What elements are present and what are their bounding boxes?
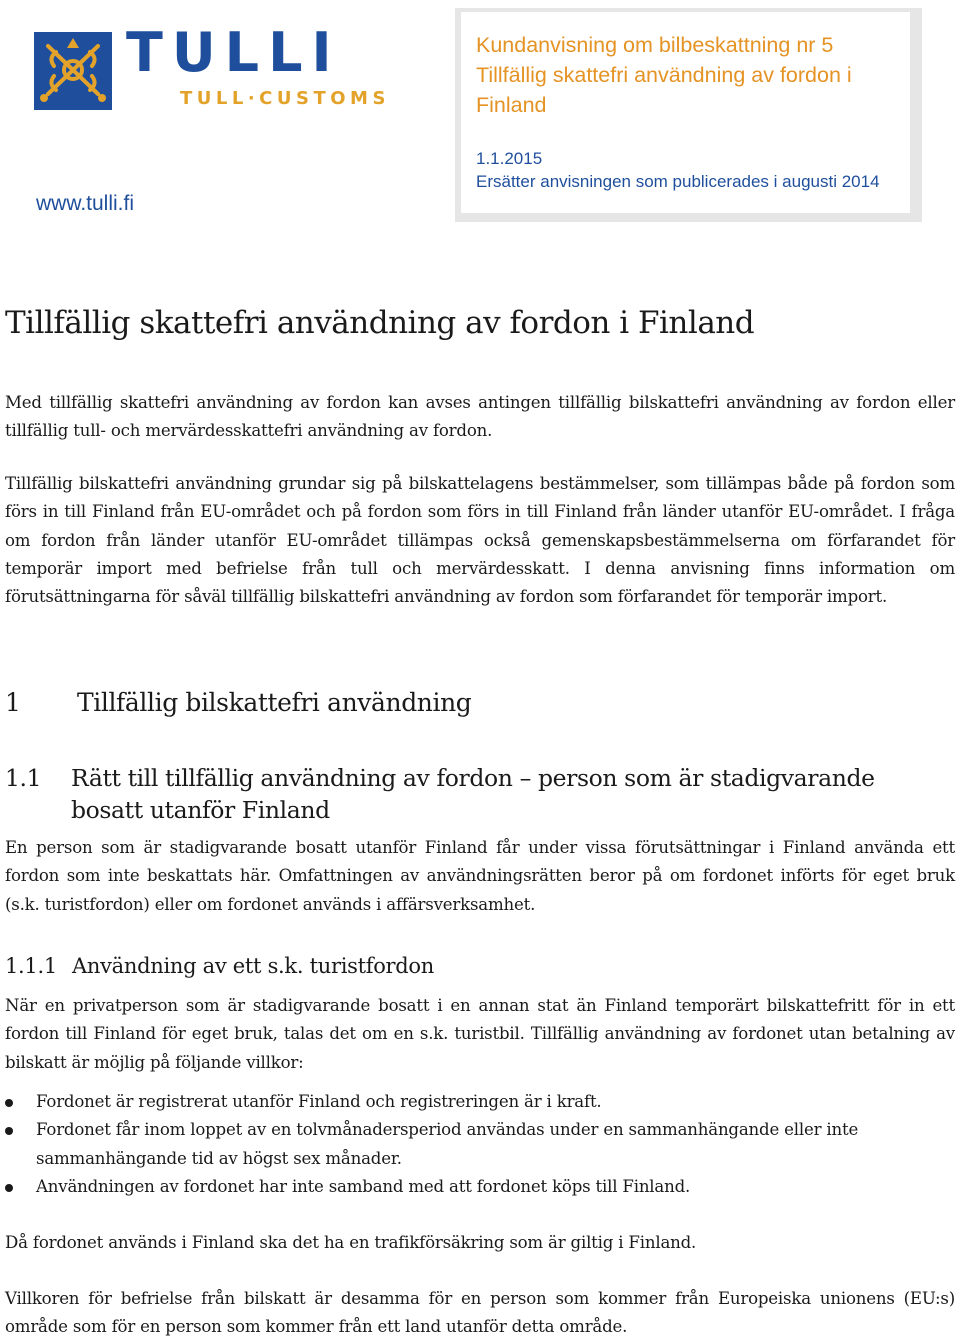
section-1-heading	[5, 688, 471, 717]
bullet-icon	[5, 1184, 13, 1192]
notice-replaces: Ersätter anvisningen som publicerades i augusti 2014	[476, 172, 880, 191]
insurance-paragraph: Då fordonet används i Finland ska det ha en trafikförsäkring som är giltig i Finland.	[5, 1233, 697, 1252]
section-1-1-1-heading	[5, 954, 434, 978]
section-1-title: Tillfällig bilskattefri användning	[77, 688, 472, 717]
list-item-text: Fordonet får inom loppet av en tolvmånadersperiod användas under en sammanhängande eller inte sammanhängande tid av högst sex månader.	[36, 1120, 859, 1168]
customs-emblem-icon	[34, 32, 112, 110]
notice-date: 1.1.2015	[476, 149, 543, 168]
section-1-1-heading	[5, 762, 945, 826]
page-header	[0, 0, 960, 228]
list-item	[5, 1116, 955, 1173]
site-url-link[interactable]: www.tulli.fi	[36, 192, 135, 215]
conditions-paragraph: Villkoren för befrielse från bilskatt är desamma för en person som kommer från Europeiska unionens (EU:s) område som för en person som kommer från ett land utanför detta område.	[5, 1289, 955, 1337]
section-1-1-1-title: Användning av ett s.k. turistfordon	[72, 954, 434, 978]
list-item-text: Fordonet är registrerat utanför Finland och registreringen är i kraft.	[36, 1092, 602, 1111]
section-1-1-number: 1.1	[5, 764, 42, 792]
paragraph-bilskatt: Tillfällig bilskattefri användning grundar sig på bilskattelagens bestämmelser, som tillämpas både på fordon som förs in till Finland från EU-området och på fordon som förs in till Finland från länder utanför EU-området. I fråga om fordon från länder utanför EU-området tillämpas också gemenskapsbestämmelserna om förfarandet för temporär import med befrielse från tull och mervärdesskatt. I denna anvisning finns information om förutsättningarna för såväl tillfällig bilskattefri användning av fordon som förfarandet för temporär import.	[5, 474, 955, 607]
tulli-logo	[34, 21, 424, 114]
intro-paragraph: Med tillfällig skattefri användning av fordon kan avses antingen tillfällig bilskattefri användning av fordon eller tillfällig tull- och mervärdesskattefri användning av fordon.	[5, 393, 955, 441]
notice-info-inner	[461, 12, 910, 213]
notice-info-panel	[455, 8, 922, 222]
logo-wordmark: TULLI	[126, 21, 341, 84]
section-1-1-title: Rätt till tillfällig användning av fordon – person som är stadigvarande bosatt utanför Finland	[71, 764, 875, 824]
logo-subtitle: TULL·CUSTOMS	[180, 88, 390, 109]
section-1-1-body: En person som är stadigvarande bosatt utanför Finland får under vissa förutsättningar i Finland använda ett fordon som inte beskattats här. Omfattningen av användningsrätten beror på om fordonet införts för eget bruk (s.k. turistfordon) eller om fordonet används i affärsverksamhet.	[5, 838, 955, 914]
bullet-icon	[5, 1127, 13, 1135]
section-1-1-1-number: 1.1.1	[5, 954, 57, 978]
conditions-list	[5, 1088, 955, 1201]
document-title: Tillfällig skattefri användning av fordon i Finland	[5, 305, 755, 341]
list-item	[5, 1173, 955, 1201]
list-item	[5, 1088, 955, 1116]
section-1-1-1-body: När en privatperson som är stadigvarande bosatt i en annan stat än Finland temporärt bilskattefritt för in ett fordon till Finland för eget bruk, talas det om en s.k. turistbil. Tillfällig användning av fordonet utan betalning av bilskatt är möjlig på följande villkor:	[5, 996, 955, 1072]
list-item-text: Användningen av fordonet har inte samband med att fordonet köps till Finland.	[36, 1176, 691, 1196]
section-1-number: 1	[5, 688, 21, 717]
notice-title: Kundanvisning om bilbeskattning nr 5 Tillfällig skattefri användning av fordon i Finland	[476, 33, 852, 117]
bullet-icon	[5, 1099, 13, 1107]
notice-date-block	[476, 147, 906, 193]
